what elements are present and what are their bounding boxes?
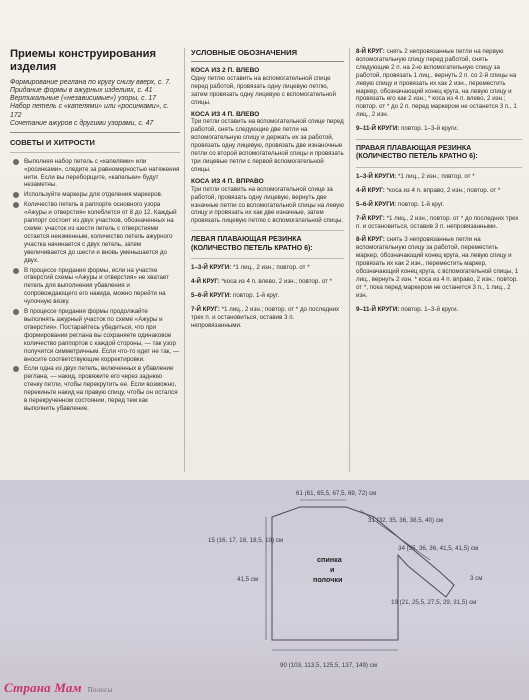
round-text: повтор. 1–3-й круги. <box>401 305 459 313</box>
divider <box>191 61 344 62</box>
round-label: 7-Й КРУГ: <box>356 214 385 222</box>
round-label: 1–3-Й КРУГИ: <box>191 264 232 272</box>
dim-top: 61 (61, 65,5, 67,5, 69, 72) см <box>296 490 377 497</box>
round-text: повтор. 1-й круг. <box>232 291 280 299</box>
divider <box>356 139 522 140</box>
dim-sleeve-top: 31 (32, 35, 36, 38,5, 40) см <box>368 517 444 524</box>
footer-caption: Полосы <box>87 686 113 694</box>
center-label: спинка <box>317 555 342 564</box>
round-label: 9–11-Й КРУГИ: <box>356 305 400 313</box>
round-instruction <box>356 48 522 119</box>
legend-item-name: КОСА ИЗ 4 П. ВПРАВО <box>191 177 264 185</box>
left-rib-title: ЛЕВАЯ ПЛАВАЮЩАЯ РЕЗИНКА (КОЛИЧЕСТВО ПЕТЕЛЬ КРАТНО 6): <box>191 236 313 252</box>
technique-link: Придание формы в ажурных изделиях, с. 41 <box>10 87 153 95</box>
dim-right-side: 34 (35, 36, 36, 41,5, 41,5) см <box>398 545 479 552</box>
technique-link: Набор петель с «капелями» или «росинками», с. 172 <box>10 103 169 119</box>
round-text: *1 лиц., 2 изн.; повтор. от * до последних трех п. и остановиться, оставив 3 п. непровязанными. <box>191 305 340 329</box>
tip-item: В процессе придания формы, если на участке отверстий схемы «Ажуры и отверстия» не хватает петель для выполнения убавления и сопровождающего его накида, можно перейти на чулочную вязку. <box>10 267 180 307</box>
round-text: *1 лиц., 2 изн.; повтор. от * <box>232 264 310 272</box>
divider <box>10 152 180 153</box>
round-label: 5–6-Й КРУГИ: <box>356 200 397 208</box>
legend-item-text: Одну петлю оставить на вспомогательной спице перед работой, провязать одну лицевую петлю, затем провязать одну лицевую с вспомогательной спицы. <box>191 74 336 106</box>
garment-outline <box>272 507 454 640</box>
round-instruction <box>356 236 522 299</box>
tip-item: Выполняя набор петель с «капелями» или «росинками», следите за равномерностью натяжения нити. Если вы переборщите, «капельки» будут незаметны. <box>10 158 180 190</box>
divider <box>10 132 180 133</box>
round-text: повтор. 1–3-й круги. <box>401 125 459 133</box>
column-rounds <box>356 48 522 320</box>
dim-small: 3 см <box>470 575 483 582</box>
round-text: *1 лиц., 2 изн.; повтор. от * <box>397 172 475 180</box>
round-text: снять 2 непровязанные петли на первую вспомогательную спицу перед работой, снять следующие 2 п. на 2-ю вспомогательную спицу за работой, провязать 1 лиц., вернуть 2 п. со 2-й спицы на левую спицу и провязать их как 2 изн., переместить маркер, обозначающий конец круга, на левую спицу и провязать его как 2 изн.; * коса из 4 п. влево, 2 изн.; повтор. от * до 2 п. перед маркером не останется 3 п., 1 лиц., 2 изн. <box>356 48 517 119</box>
legend-title: УСЛОВНЫЕ ОБОЗНАЧЕНИЯ <box>191 48 298 57</box>
round-text: *1 лиц., 2 изн.; повтор. от * до последних трех п. и остановиться, оставив 3 п. непровязанными. <box>356 214 519 230</box>
round-text: *коса из 4 п. вправо, 2 изн.; повтор. от * <box>386 186 501 194</box>
legend-item-text: Три петли оставить на вспомогательной спице перед работой, снять следующие две петли на вспомогательную спицу и держать их за работой, провязать одну лицевую, провязать две изнаночные петли со второй вспомогательной спицы и провязать три лицевые петли с первой вспомогательной спицы. <box>191 118 344 173</box>
round-label: 8-Й КРУГ: <box>356 236 385 244</box>
technique-links <box>10 79 180 128</box>
round-instruction <box>356 125 522 133</box>
tip-item: В процессе придания формы продолжайте выполнять ажурный участок по схеме «Ажуры и отверстия». Постарайтесь убедиться, что при формировании реглана вы сохраняете одинаковое количество раппортов с каждой стороны, — так узор получится симметричным. Если что-то идет не так, — вносите соответствующие корректировки. <box>10 308 180 363</box>
round-instruction <box>191 292 344 300</box>
technique-link: Формирование реглана по кругу снизу вверх, с. 7. <box>10 79 171 87</box>
round-instruction <box>191 306 344 330</box>
technique-link: Сочетание ажуров с другими узорами, с. 47 <box>10 119 154 127</box>
round-instruction <box>191 278 344 286</box>
garment-schematic <box>0 480 529 700</box>
divider <box>356 167 522 168</box>
round-instruction <box>191 264 344 272</box>
column-divider <box>184 48 185 472</box>
round-label: 1–3-Й КРУГИ: <box>356 172 397 180</box>
round-instruction <box>356 187 522 195</box>
legend-item-name: КОСА ИЗ 2 П. ВЛЕВО <box>191 67 260 74</box>
round-label: 4-Й КРУГ: <box>191 277 220 285</box>
round-label: 5–6-Й КРУГИ: <box>191 291 232 299</box>
divider <box>191 230 344 231</box>
dim-bottom: 90 (103, 113,5, 125,5, 137, 149) см <box>280 662 378 669</box>
round-text: снять 3 непровязанные петли на вспомогательную спицу за работой, переместить маркер, обозначающий конец круга, на левую спицу и провязать их как 2 изн., переместить маркер, обозначающий конец круга, с вспомогательной спицы, 1 лиц., вернуть 2 изн. * коса из 4 п. вправо, 2 изн.; повтор. от *, пока перед маркером не останется 3 п., 1 лиц., 2 изн. <box>356 236 519 299</box>
right-rib-title: ПРАВАЯ ПЛАВАЮЩАЯ РЕЗИНКА (КОЛИЧЕСТВО ПЕТЕЛЬ КРАТНО 6): <box>356 145 478 161</box>
legend-item-name: КОСА ИЗ 4 П. ВЛЕВО <box>191 110 260 118</box>
tip-item: Если одна из двух петель, включенных в убавление реглана, — накид, провяжите его через заднюю стенку петли, чтобы перекрутить ее. Если возможно, перекиньте накид на правую спицу, чтобы он остался в перекрученном состоянии, перед тем как выполнить убавление. <box>10 365 180 412</box>
site-logo <box>4 680 112 696</box>
round-label: 9–11-Й КРУГИ: <box>356 125 400 133</box>
round-instruction <box>356 173 522 181</box>
tip-item: Количество петель в раппорте основного узора «Ажуры и отверстия» колеблется от 8 до 12. Каждый раппорт состоит из двух участков, обозначенных на схеме: участок из шести петель с отверстиями остается неизменным, количество петель ажурного участка начинается с двух петель, затем увеличивается до шести и вновь уменьшается до двух. <box>10 201 180 264</box>
round-text: *коса из 4 п. влево, 2 изн.; повтор. от * <box>221 277 333 285</box>
round-instruction <box>356 201 522 209</box>
dim-left-lower: 41,5 см <box>237 576 259 583</box>
round-instruction <box>356 215 522 231</box>
center-label: полочки <box>313 575 343 584</box>
logo-text: Страна Мам <box>4 680 82 695</box>
round-text: повтор. 1-й круг. <box>397 200 445 208</box>
column-legend <box>191 48 344 335</box>
center-label: и <box>330 565 335 574</box>
techniques-title: Приемы конструирования изделия <box>10 48 157 73</box>
tips-title: СОВЕТЫ И ХИТРОСТИ <box>10 137 95 147</box>
round-label: 4-Й КРУГ: <box>356 186 385 194</box>
divider <box>191 258 344 259</box>
column-divider <box>349 48 350 472</box>
tip-item: Используйте маркеры для отделения маркеров. <box>10 191 180 199</box>
legend-item-text: Три петли оставить на вспомогательной спице за работой, провязать одну лицевую, вернуть две изначные петли со вспомогательной спицы на левую спицу и провязать их как две изначные, затем провязать лицевую петлю с вспомогательной спицы. <box>191 185 344 225</box>
round-label: 8-Й КРУГ: <box>356 48 385 55</box>
technique-link: Вертикальные («независимые») узоры, с. 17 <box>10 95 157 103</box>
round-label: 7-Й КРУГ: <box>191 305 220 313</box>
tips-list <box>10 158 180 413</box>
dim-cuff: 19 (21, 25,5, 27,5, 29, 31,5) см <box>391 599 477 606</box>
dim-left-side: 15 (16, 17, 18, 18,5, 19) см <box>208 537 284 544</box>
round-instruction <box>356 306 522 314</box>
column-techniques <box>10 48 180 415</box>
